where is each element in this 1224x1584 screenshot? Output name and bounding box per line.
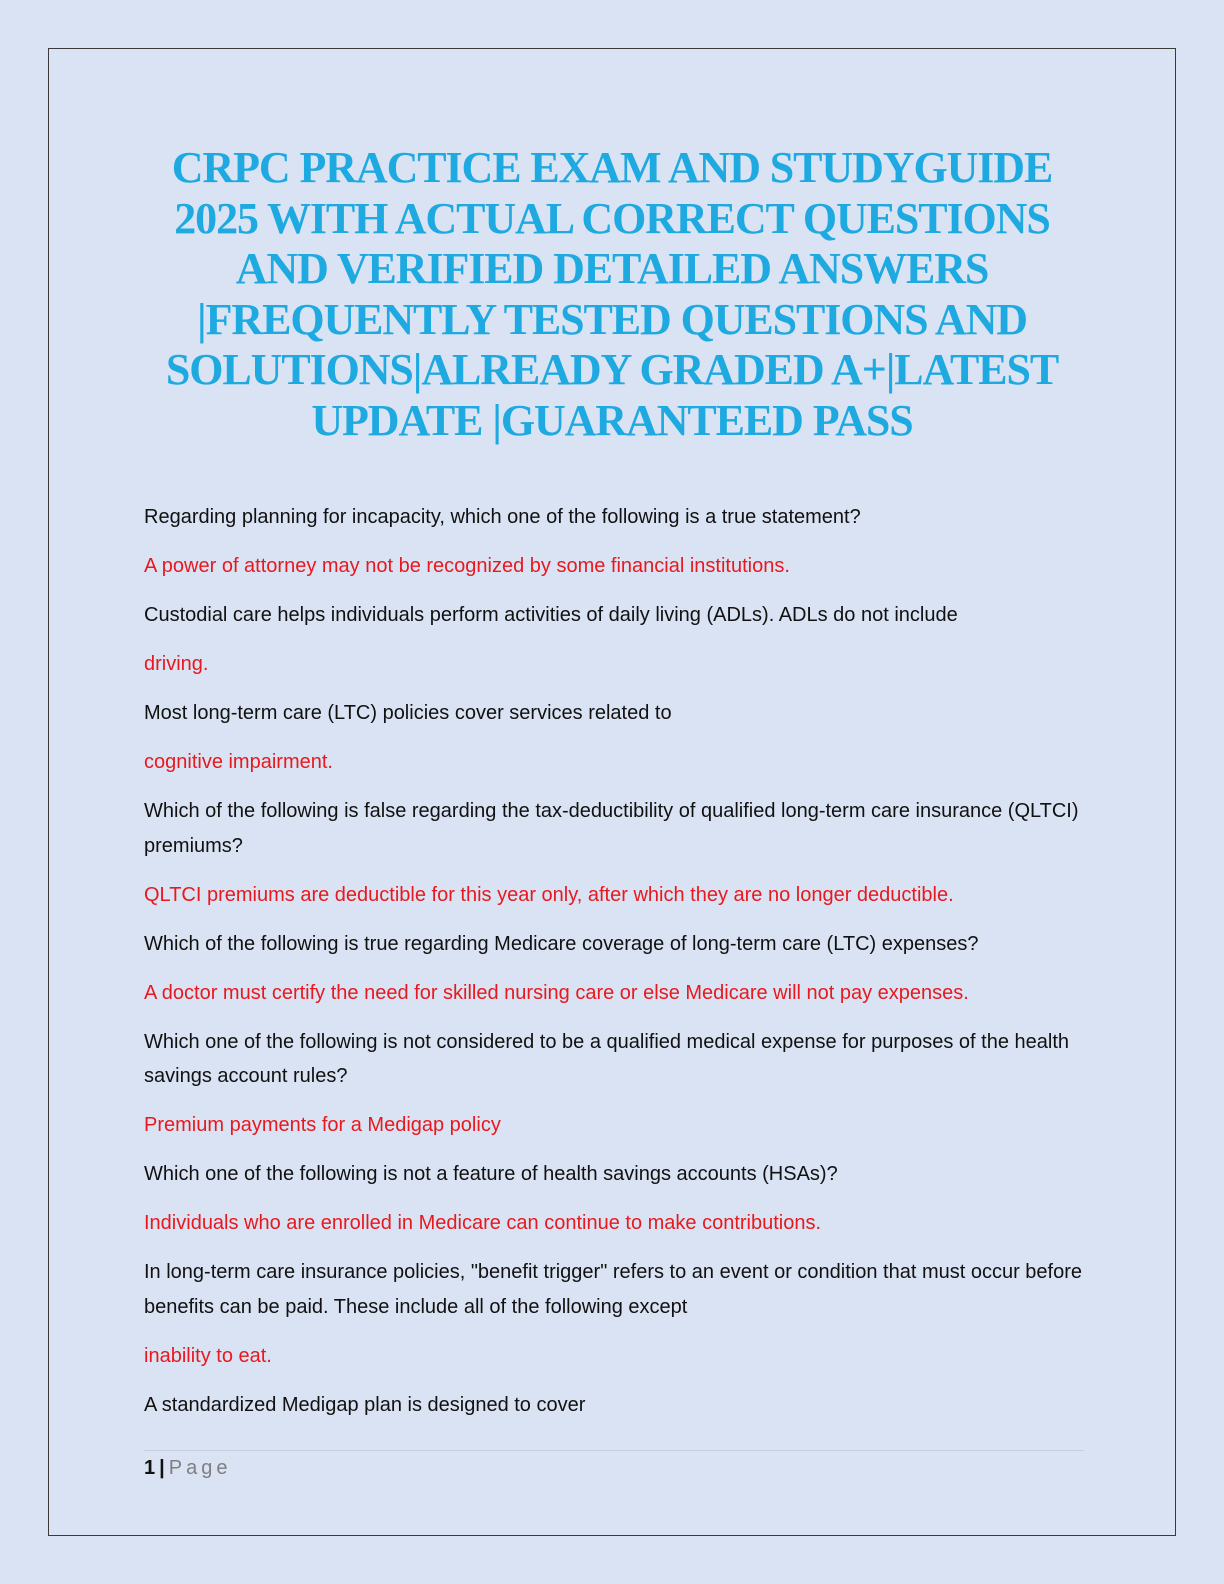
question-text: A standardized Medigap plan is designed to cover [144,1393,586,1416]
page-label: Page [168,1457,232,1479]
title-line: CRPC PRACTICE EXAM AND STUDYGUIDE [171,143,1053,192]
title-line: AND VERIFIED DETAILED ANSWERS [235,244,989,293]
question-text: Custodial care helps individuals perform activities of daily living (ADLs). ADLs do not include [144,604,958,626]
qa-list [144,500,1084,1437]
question-text: Most long-term care (LTC) policies cover services related to [144,702,672,724]
answer-text: Individuals who are enrolled in Medicare can continue to make contributions. [144,1212,822,1234]
question-text: Which of the following is true regarding Medicare coverage of long-term care (LTC) expenses? [144,932,979,955]
footer-divider [144,1450,1084,1451]
title-line: 2025 WITH ACTUAL CORRECT QUESTIONS [174,193,1050,243]
page-footer [144,1455,231,1481]
answer-text: A power of attorney may not be recognized by some financial institutions. [144,555,790,577]
footer-separator: | [159,1457,165,1479]
answer-text: A doctor must certify the need for skilled nursing care or else Medicare will not pay expenses. [144,981,969,1004]
question-text: Regarding planning for incapacity, which one of the following is a true statement? [144,506,861,528]
page-number: 1 [144,1457,156,1479]
title-line: UPDATE |GUARANTEED PASS [311,395,913,445]
answer-text: driving. [144,653,209,675]
question-text: Which one of the following is not a feature of health savings accounts (HSAs)? [144,1163,838,1185]
title-line: SOLUTIONS|ALREADY GRADED A+|LATEST [165,345,1059,394]
answer-text: QLTCI premiums are deductible for this year only, after which they are no longer deductible. [144,883,954,906]
title-line: |FREQUENTLY TESTED QUESTIONS AND [197,294,1027,344]
question-text: In long-term care insurance policies, "benefit trigger" refers to an event or condition that must occur before benefits can be paid. These include all of the following except [144,1261,1083,1318]
answer-text: inability to eat. [144,1344,272,1367]
question-text: Which one of the following is not considered to be a qualified medical expense for purposes of the health savings account rules? [144,1030,1070,1087]
answer-text: cognitive impairment. [144,751,333,773]
question-text: Which of the following is false regarding the tax-deductibility of qualified long-term care insurance (QLTCI) premiums? [144,800,1079,857]
answer-text: Premium payments for a Medigap policy [144,1114,501,1136]
document-title [150,143,1074,446]
